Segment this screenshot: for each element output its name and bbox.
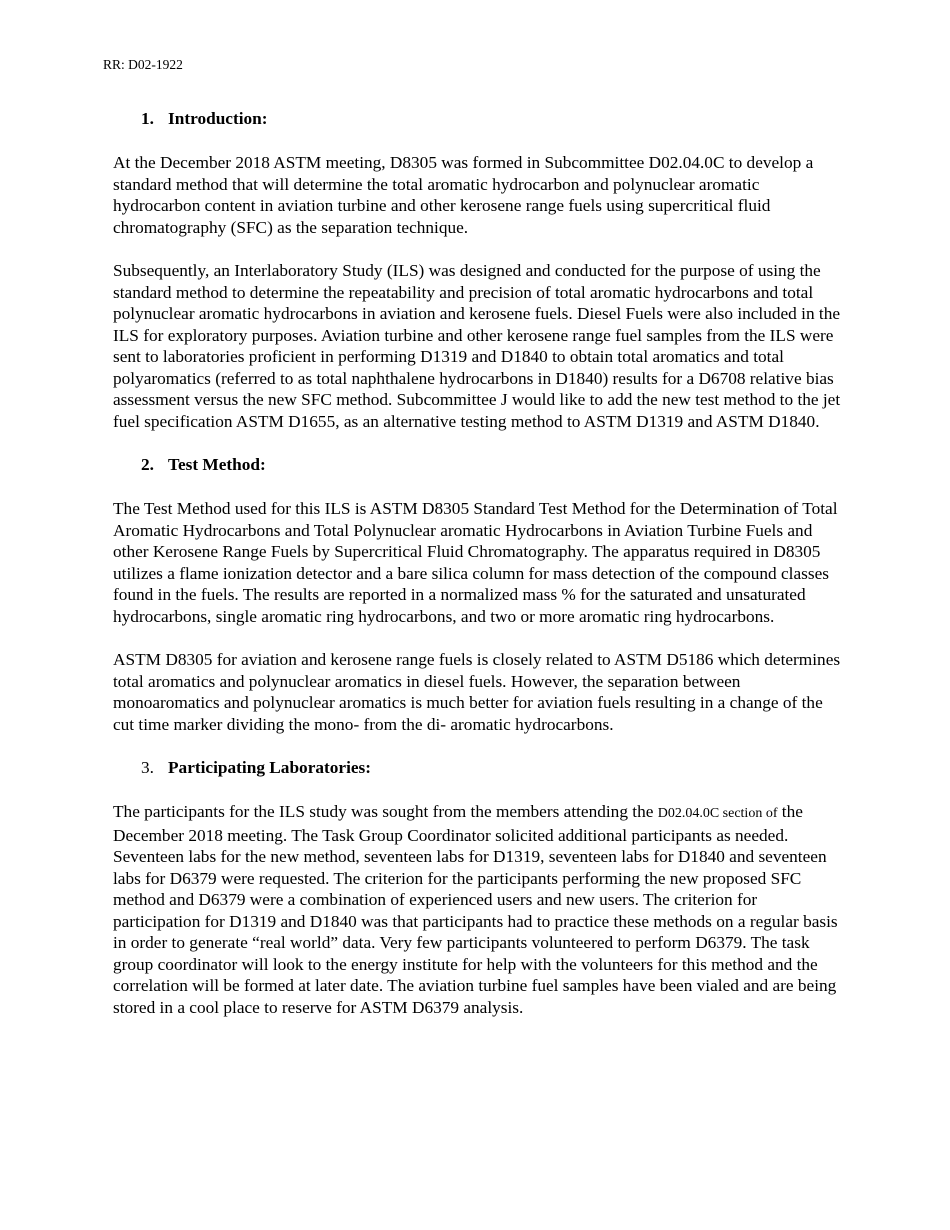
- section-heading-introduction: [141, 108, 848, 130]
- section-title: Participating Laboratories:: [168, 758, 372, 777]
- section-title: Test Method:: [168, 455, 266, 474]
- paragraph: The Test Method used for this ILS is ASTM D8305 Standard Test Method for the Determination of Total Aromatic Hydrocarbons and Total Polynuclear aromatic Hydrocarbons in Aviation Turbine Fuels and other Kerosene Range Fuels by Supercritical Fluid Chromatography. The apparatus required in D8305 utilizes a flame ionization detector and a bare silica column for mass detection of the compound classes found in the fuels. The results are reported in a normalized mass % for the saturated and unsaturated hydrocarbons, single aromatic ring hydrocarbons, and two or more aromatic ring hydrocarbons.: [113, 499, 838, 626]
- paragraph: [113, 801, 848, 1018]
- paragraph: Subsequently, an Interlaboratory Study (ILS) was designed and conducted for the purpose of using the standard method to determine the repeatability and precision of total aromatic hydrocarbons and total polynuclear aromatic hydrocarbons in aviation and kerosene fuels. Diesel Fuels were also included in the ILS for exploratory purposes. Aviation turbine and other kerosene range fuel samples from the ILS were sent to laboratories proficient in performing D1319 and D1840 to obtain total aromatics and total polyaromatics (referred to as total naphthalene hydrocarbons in D1840) results for a D6708 relative bias assessment versus the new SFC method. Subcommittee J would like to add the new test method to the jet fuel specification ASTM D1655, as an alternative testing method to ASTM D1319 and ASTM D1840.: [113, 261, 841, 431]
- section-heading-test-method: [141, 454, 848, 476]
- section-number: 2.: [141, 455, 154, 474]
- paragraph-text: the December 2018 meeting. The Task Group Coordinator solicited additional participants as needed. Seventeen labs for the new method, seventeen labs for D1319, seventeen labs for D1840 and seventeen labs for D6379 were requested. The criterion for the participants performing the new proposed SFC method and D6379 were a combination of experienced users and new users. The criterion for participation for D1319 and D1840 was that participants had to practice these methods on a regular basis in order to generate “real world” data. Very few participants volunteered to perform D6379. The task group coordinator will look to the energy institute for help with the volunteers for this method and the correlation will be formed at later date. The aviation turbine fuel samples have been vialed and are being stored in a cool place to reserve for ASTM D6379 analysis.: [113, 802, 838, 1017]
- paragraph-small-text: D02.04.0C section of: [657, 806, 778, 821]
- report-id: RR: D02-1922: [103, 57, 183, 72]
- section-heading-participating-laboratories: [141, 757, 848, 779]
- section-number: 1.: [141, 109, 154, 128]
- paragraph: ASTM D8305 for aviation and kerosene range fuels is closely related to ASTM D5186 which determines total aromatics and polynuclear aromatics in diesel fuels. However, the separation between monoaromatics and polynuclear aromatics is much better for aviation fuels resulting in a change of the cut time marker dividing the mono- from the di- aromatic hydrocarbons.: [113, 650, 841, 734]
- document-body: [113, 108, 848, 1040]
- paragraph-text: The participants for the ILS study was sought from the members attending the: [113, 802, 658, 821]
- section-title: Introduction:: [168, 109, 268, 128]
- section-number: 3.: [141, 758, 154, 777]
- paragraph: At the December 2018 ASTM meeting, D8305 was formed in Subcommittee D02.04.0C to develop a standard method that will determine the total aromatic hydrocarbon and polynuclear aromatic hydrocarbon content in aviation turbine and other kerosene range fuels using supercritical fluid chromatography (SFC) as the separation technique.: [113, 153, 814, 237]
